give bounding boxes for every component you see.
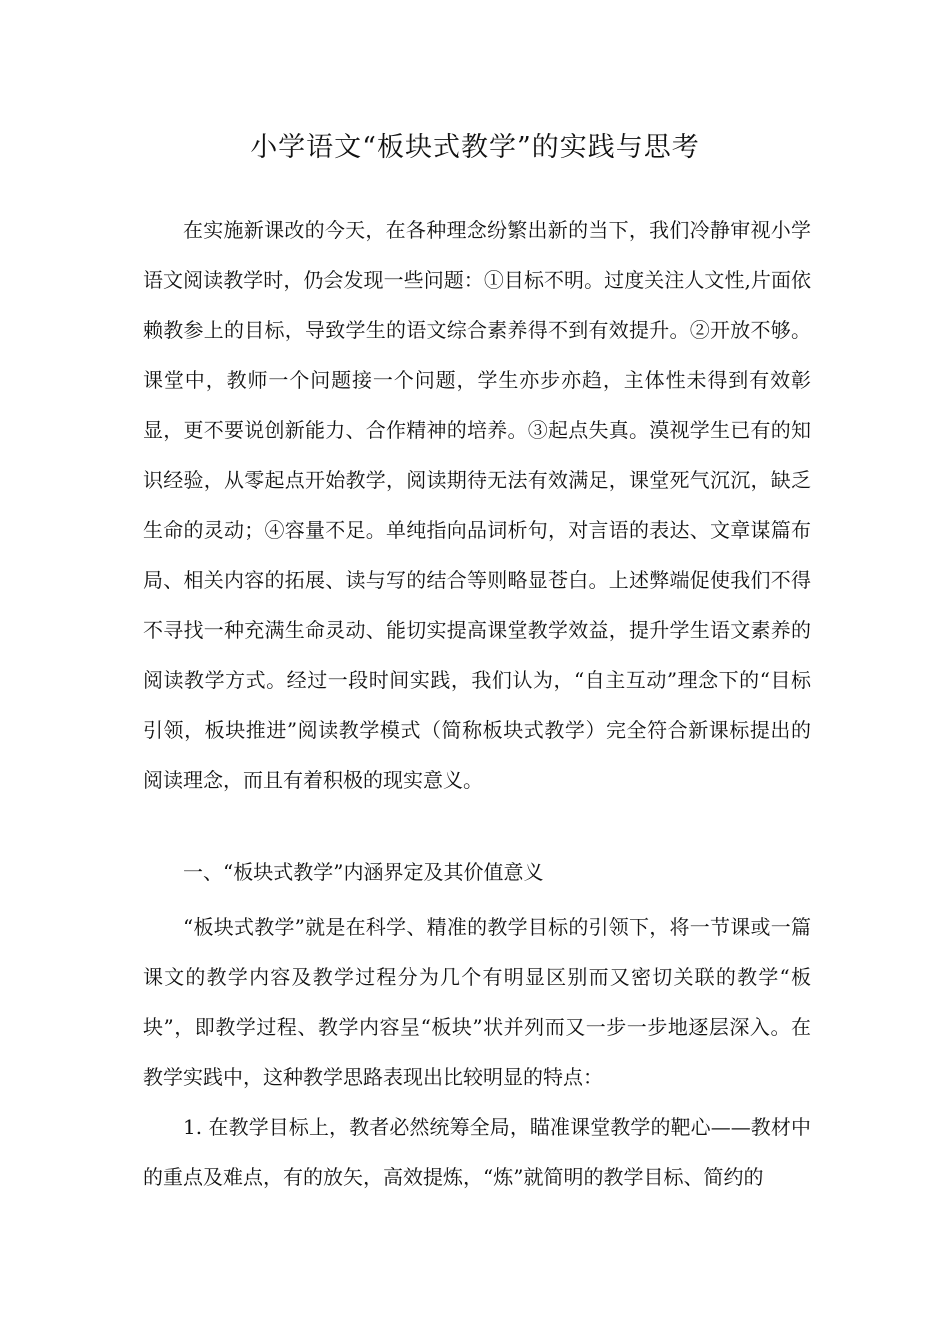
- section-paragraph: “板块式教学”就是在科学、精准的教学目标的引领下，将一节课或一篇课文的教学内容及教学过程分为几个有明显区别而又密切关联的教学“板块”，即教学过程、教学内容呈“板块”状并列而又一步一步地逐层深入。在教学实践中，这种教学思路表现出比较明显的特点：: [143, 915, 811, 1089]
- section-heading: 一、“板块式教学”内涵界定及其价值意义: [183, 860, 544, 884]
- intro-paragraph: 在实施新课改的今天，在各种理念纷繁出新的当下，我们冷静审视小学语文阅读教学时，仍会发现一些问题：①目标不明。过度关注人文性,片面依赖教参上的目标，导致学生的语文综合素养得不到有效提升。②开放不够。课堂中，教师一个问题接一个问题，学生亦步亦趋，主体性未得到有效彰显，更不要说创新能力、合作精神的培养。③起点失真。漠视学生已有的知识经验，从零起点开始教学，阅读期待无法有效满足，课堂死气沉沉，缺乏生命的灵动；④容量不足。单纯指向品词析句，对言语的表达、文章谋篇布局、相关内容的拓展、读与写的结合等则略显苍白。上述弊端促使我们不得不寻找一种充满生命灵动、能切实提高课堂教学效益，提升学生语文素养的阅读教学方式。经过一段时间实践，我们认为，“自主互动”理念下的“目标引领，板块推进”阅读教学模式（简称板块式教学）完全符合新课标提出的阅读理念，而且有着积极的现实意义。: [143, 218, 811, 792]
- numbered-point-paragraph: 1. 在教学目标上，教者必然统筹全局，瞄准课堂教学的靶心——教材中的重点及难点，有的放矢，高效提炼，“炼”就简明的教学目标、简约的: [143, 1115, 811, 1189]
- document-title: 小学语文“板块式教学”的实践与思考: [250, 132, 700, 164]
